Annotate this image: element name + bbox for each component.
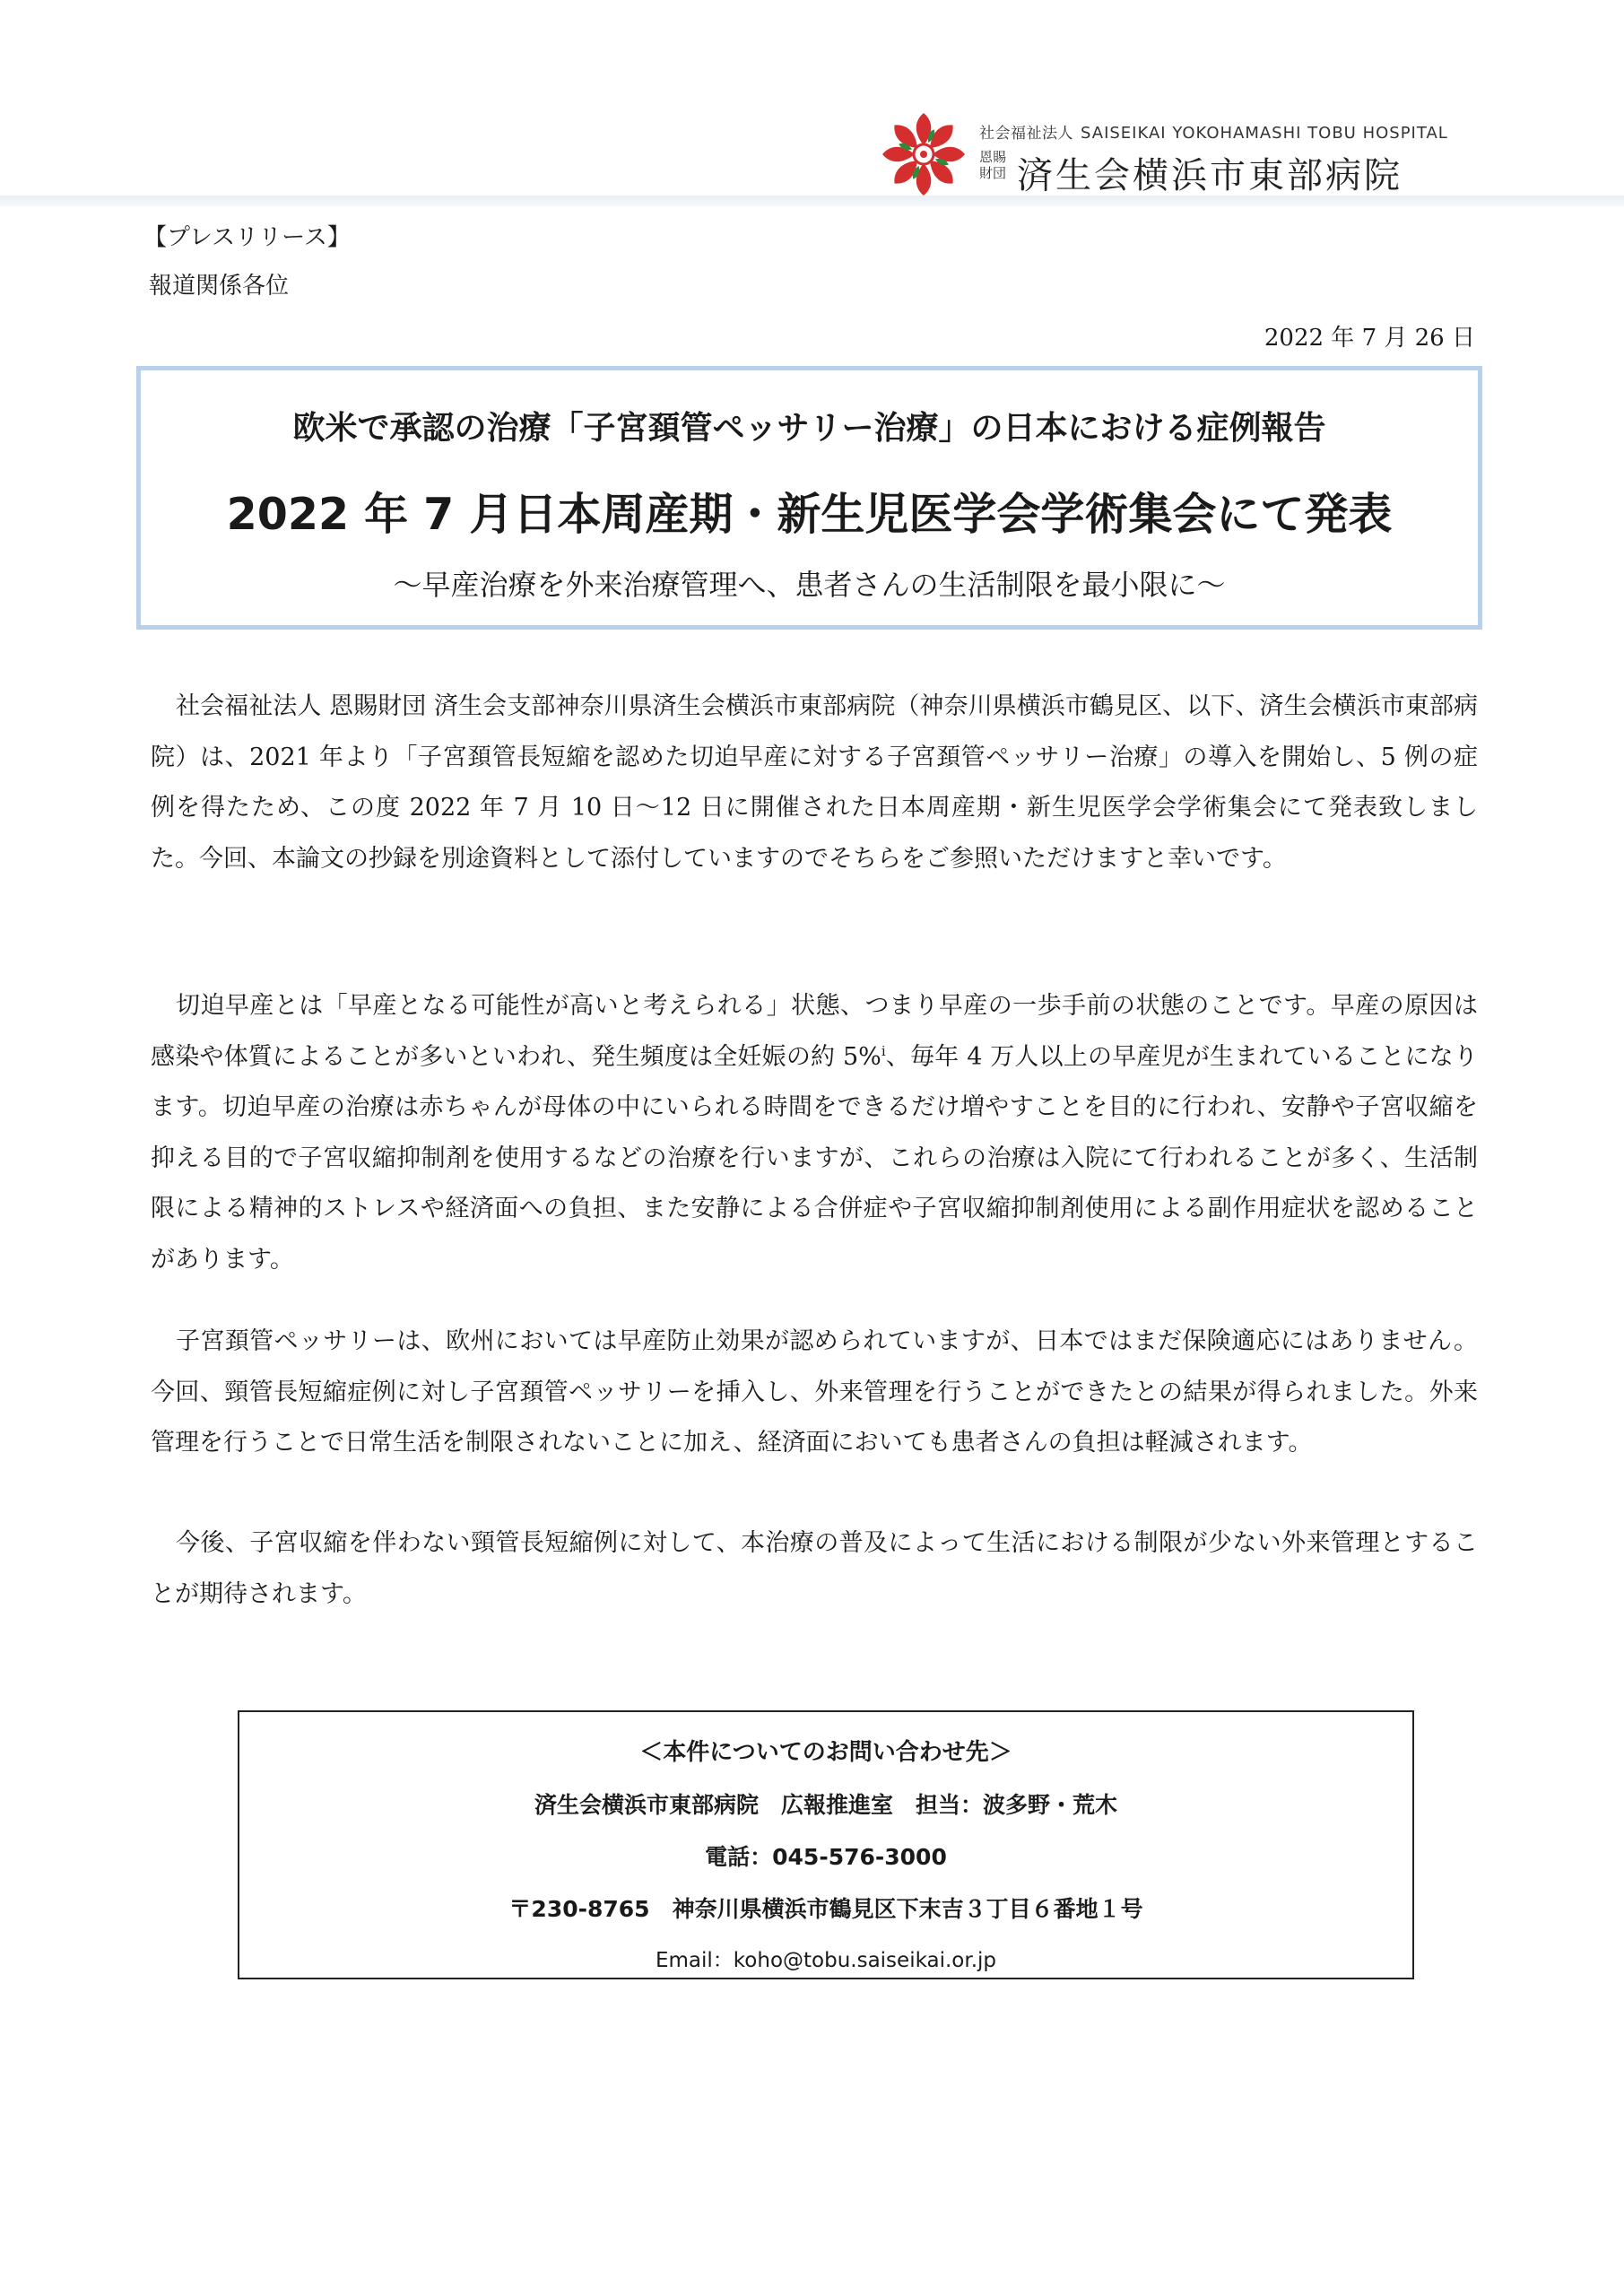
contact-title: ＜本件についてのお問い合わせ先＞ — [639, 1739, 1012, 1766]
logo-org-en: SAISEIKAI YOKOHAMASHI TOBU HOSPITAL — [1081, 124, 1448, 143]
logo-hospital-name: 済生会横浜市東部病院 — [1017, 155, 1403, 196]
body-paragraph-2-part-b: 、毎年 4 万人以上の早産児が生まれていることになります。切迫早産の治療は赤ちゃんが母体の中にいられる時間をできるだけ増やすことを目的に行われ、安静や子宮収縮を抑える目的で子宮収縮抑制剤を使用するなどの治療を行いますが、これらの治療は入院にて行われることが多く、生活制限による精神的ストレスや経済面への負担、また安静による合併症や子宮収縮抑制剤使用による副作用症状を認めることがあります。 — [151, 1042, 1478, 1274]
contact-box — [238, 1710, 1414, 1979]
hospital-logo — [879, 109, 1471, 199]
contact-department: 済生会横浜市東部病院 広報推進室 担当：波多野・荒木 — [534, 1792, 1117, 1818]
contact-address: 〒230-8765 神奈川県横浜市鶴見区下末吉３丁目６番地１号 — [508, 1896, 1143, 1922]
headline: 欧米で承認の治療「子宮頚管ペッサリー治療」の日本における症例報告 — [292, 410, 1326, 447]
press-release-label: 【プレスリリース】 — [143, 224, 351, 251]
logo-org-line — [979, 120, 1448, 143]
body-paragraph-3: 子宮頚管ペッサリーは、欧州においては早産防止効果が認められていますが、日本ではまだ保険適応にはありません。今回、頸管長短縮症例に対し子宮頚管ペッサリーを挿入し、外来管理を行うことができたとの結果が得られました。外来管理を行うことで日常生活を制限されないことに加え、経済面においても患者さんの負担は軽減されます。 — [151, 1327, 1478, 1457]
release-date: 2022 年 7 月 26 日 — [1264, 325, 1475, 352]
logo-zaidan-line1: 恩賜 — [979, 149, 1007, 165]
title-box — [136, 366, 1482, 630]
main-title: 2022 年 7 月日本周産期・新生児医学会学術集会にて発表 — [226, 489, 1393, 540]
body-paragraph-4: 今後、子宮収縮を伴わない頸管長短縮例に対して、本治療の普及によって生活における制限が少ない外来管理とすることが期待されます。 — [151, 1529, 1478, 1608]
body-paragraph-2-part-a: 切迫早産とは「早産となる可能性が高いと考えられる」状態、つまり早産の一歩手前の状態のことです。早産の原因は感染や体質によることが多いといわれ、発生頻度は全妊娠の約 5% — [151, 992, 1478, 1071]
subtitle: ～早産治療を外来治療管理へ、患者さんの生活制限を最小限に～ — [393, 568, 1226, 602]
logo-org-jp: 社会福祉法人 — [979, 125, 1073, 143]
footnote-marker: i — [881, 1042, 886, 1059]
body-paragraph-2 — [151, 981, 1478, 1285]
logo-zaidan-line2: 財団 — [979, 165, 1007, 181]
recipients-line: 報道関係各位 — [149, 273, 290, 300]
contact-phone: 電話：045-576-3000 — [705, 1844, 947, 1870]
logo-zaidan — [979, 149, 1010, 181]
body-paragraph-1: 社会福祉法人 恩賜財団 済生会支部神奈川県済生会横浜市東部病院（神奈川県横浜市鶴見区、以下、済生会横浜市東部病院）は、2021 年より「子宮頚管長短縮を認めた切迫早産に対する子宮頚管ペッサリー治療」の導入を開始し、5 例の症例を得たため、この度 2022 年 7 月 10 日～12 日に開催された日本周産期・新生児医学会学術集会にて発表致しました。今回、本論文の抄録を別途資料として添付していますのでそちらをご参照いただけますと幸いです。 — [151, 692, 1478, 873]
saiseikai-emblem-icon — [879, 109, 968, 199]
contact-email[interactable]: Email：koho@tobu.saiseikai.or.jp — [655, 1949, 997, 1972]
